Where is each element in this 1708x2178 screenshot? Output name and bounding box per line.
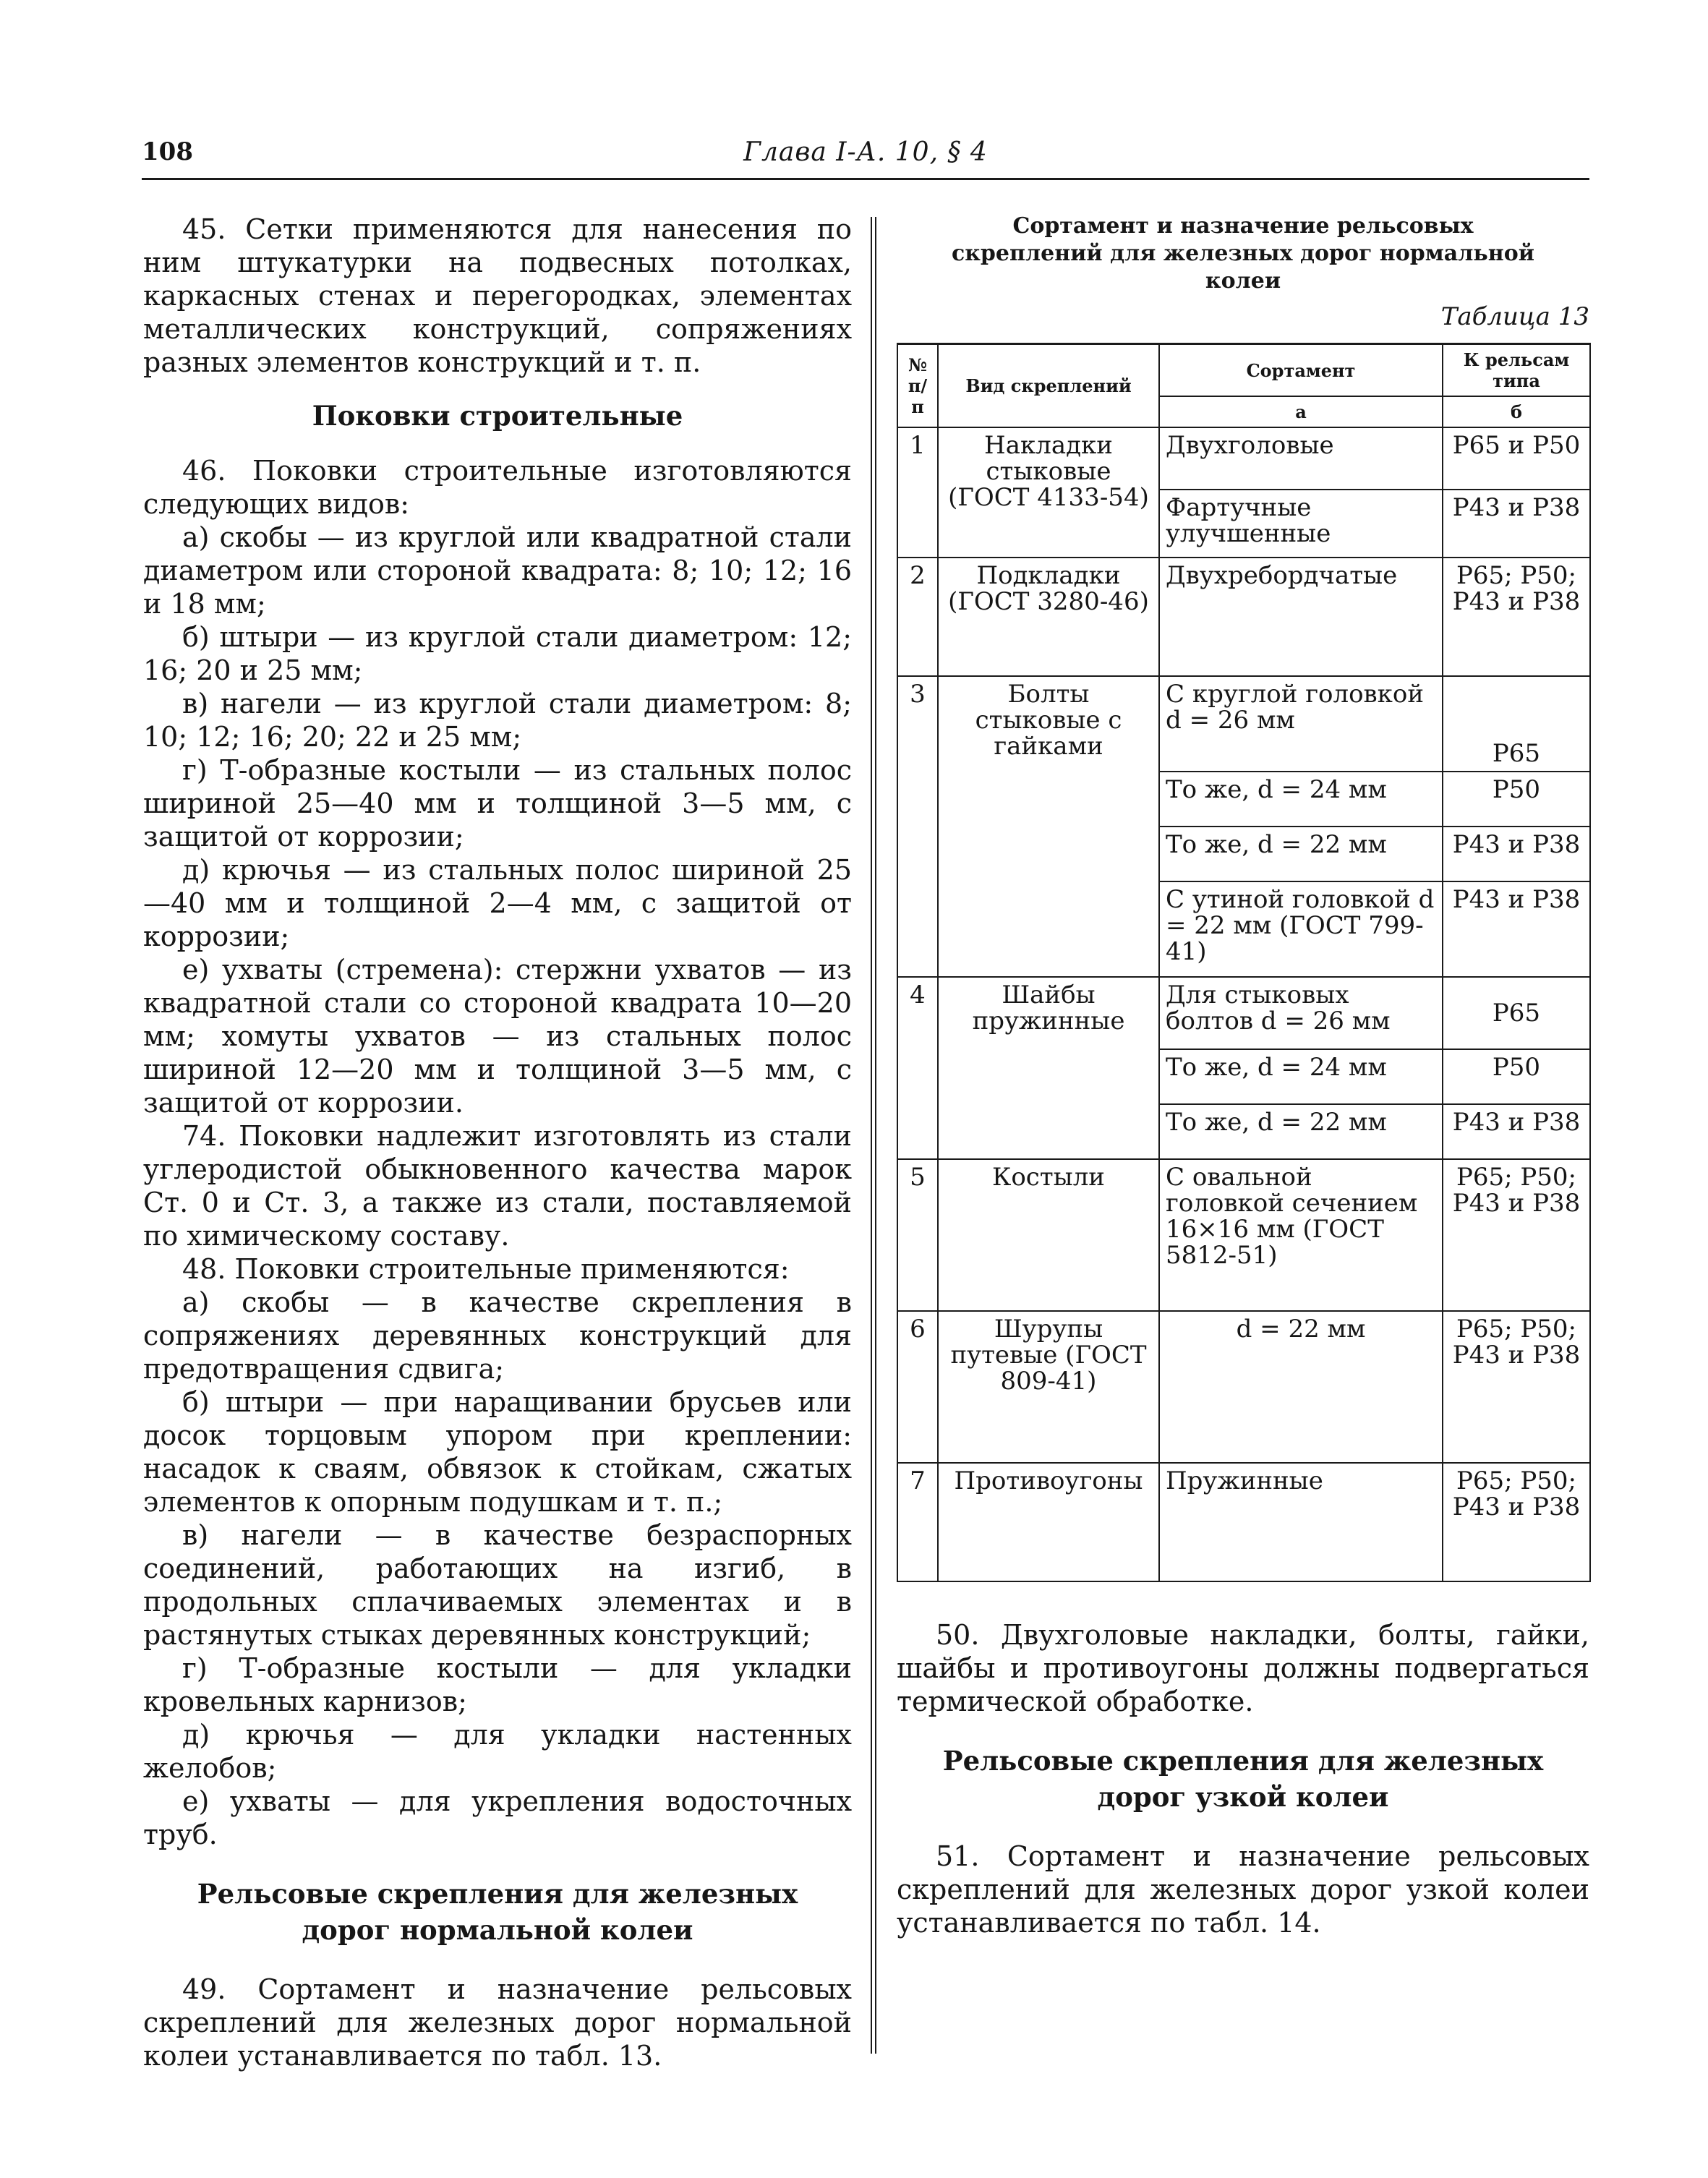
paragraph-46: 46. Поковки строительные изготовляются следующих видов:	[143, 455, 852, 520]
cell-sort: Для стыковых болтов d = 26 мм	[1159, 977, 1443, 1049]
cell-sort: То же, d = 22 мм	[1159, 1104, 1443, 1159]
cell-sort: Пружинные	[1159, 1463, 1443, 1581]
table-row	[897, 1463, 1590, 1581]
table-caption: Сортамент и назначение рельсовых скреплений для железных дорог нормальной колеи	[952, 213, 1534, 294]
list-item: б) штыри — из круглой стали диаметром: 12; 16; 20 и 25 мм;	[143, 621, 852, 686]
cell-kind: Шурупы путевые (ГОСТ 809-41)	[938, 1311, 1159, 1463]
cell-type: Р43 и Р38	[1443, 490, 1590, 558]
table-row	[897, 558, 1590, 676]
rail-fastenings-table	[897, 343, 1591, 1582]
left-column	[143, 213, 852, 2072]
list-item: а) скобы — из круглой или квадратной стали диаметром или стороной квадрата: 8; 10; 12; 16 и 18 мм;	[143, 521, 852, 620]
cell-type: Р50	[1443, 1049, 1590, 1104]
cell-type: Р65; Р50; Р43 и Р38	[1443, 1463, 1590, 1581]
cell-type: Р65; Р50; Р43 и Р38	[1443, 1159, 1590, 1311]
header-type-letter: б	[1443, 396, 1590, 427]
cell-num: 1	[897, 427, 938, 558]
page-number: 108	[142, 137, 193, 166]
cell-sort: С утиной головкой d = 22 мм (ГОСТ 799-41)	[1159, 881, 1443, 977]
list-item: а) скобы — в качестве скрепления в сопряжениях деревянных конструкций для предотвращения сдвига;	[143, 1286, 852, 1385]
cell-num: 3	[897, 676, 938, 977]
cell-type: Р43 и Р38	[1443, 1104, 1590, 1159]
table-row	[897, 1311, 1590, 1463]
cell-num: 5	[897, 1159, 938, 1311]
paragraph-51: 51. Сортамент и назначение рельсовых скреплений для железных дорог узкой колеи устанавливается по табл. 14.	[897, 1840, 1589, 1939]
list-item: б) штыри — при наращивании брусьев или досок торцовым упором при креплении: насадок к сваям, обвязок к стойкам, сжатых элементов к опорным подушкам и т. п.;	[143, 1386, 852, 1518]
cell-kind: Накладки стыковые (ГОСТ 4133-54)	[938, 427, 1159, 558]
cell-kind: Шайбы пружинные	[938, 977, 1159, 1159]
list-item: е) ухваты (стремена): стержни ухватов — из квадратной стали со стороной квадрата 10—20 мм; хомуты ухватов — из стальных полос шириной 12—20 мм и толщиной 3—5 мм, с защитой от коррозии.	[143, 954, 852, 1119]
cell-sort: Двухголовые	[1159, 427, 1443, 490]
cell-type: Р65	[1443, 977, 1590, 1049]
heading-rail-narrow: Рельсовые скрепления для железных дорог узкой колеи	[942, 1745, 1544, 1813]
paragraph-48: 48. Поковки строительные применяются:	[182, 1253, 790, 1285]
heading-forgings: Поковки строительные	[312, 400, 683, 432]
cell-type: Р65; Р50; Р43 и Р38	[1443, 1311, 1590, 1463]
paragraph-47: 74. Поковки надлежит изготовлять из стали углеродистой обыкновенного качества марок Ст. 0 и Ст. 3, а также из стали, поставляемой по химическому составу.	[143, 1120, 852, 1252]
list-item: в) нагели — из круглой стали диаметром: 8; 10; 12; 16; 20; 22 и 25 мм;	[143, 688, 852, 753]
table-row	[897, 427, 1590, 490]
cell-kind: Противоугоны	[938, 1463, 1159, 1581]
list-item: е) ухваты — для укрепления водосточных труб.	[143, 1785, 852, 1850]
cell-type: Р65; Р50; Р43 и Р38	[1443, 558, 1590, 676]
right-column	[897, 213, 1589, 1939]
header-sort: Сортамент	[1159, 344, 1443, 397]
cell-kind: Костыли	[938, 1159, 1159, 1311]
cell-sort: Фартучные улучшенные	[1159, 490, 1443, 558]
cell-type: Р43 и Р38	[1443, 881, 1590, 977]
list-item: г) Т-образные костыли — из стальных полос шириной 25—40 мм и толщиной 3—5 мм, с защитой от коррозии;	[143, 754, 852, 853]
cell-sort: С круглой головкой d = 26 мм	[1159, 676, 1443, 772]
list-item: д) крючья — из стальных полос шириной 25—40 мм и толщиной 2—4 мм, с защитой от коррозии;	[143, 854, 852, 952]
cell-sort: Двухребордчатые	[1159, 558, 1443, 676]
cell-sort: С овальной головкой сечением 16×16 мм (ГОСТ 5812-51)	[1159, 1159, 1443, 1311]
header-sort-letter: а	[1159, 396, 1443, 427]
table-row	[897, 1159, 1590, 1311]
cell-sort: То же, d = 24 мм	[1159, 1049, 1443, 1104]
cell-type: Р65	[1443, 676, 1590, 772]
heading-rail-normal: Рельсовые скрепления для железных дорог нормальной колеи	[197, 1878, 798, 1946]
header-rule	[142, 178, 1589, 180]
cell-type: Р50	[1443, 772, 1590, 827]
cell-kind: Болты стыковые с гайками	[938, 676, 1159, 977]
column-separator	[871, 217, 876, 2054]
cell-kind: Подкладки (ГОСТ 3280-46)	[938, 558, 1159, 676]
header-kind: Вид скреплений	[938, 344, 1159, 428]
cell-type: Р65 и Р50	[1443, 427, 1590, 490]
cell-num: 4	[897, 977, 938, 1159]
paragraph-49: 49. Сортамент и назначение рельсовых скреплений для железных дорог нормальной колеи устанавливается по табл. 13.	[143, 1973, 852, 2072]
header-type: К рельсам типа	[1443, 344, 1590, 397]
cell-sort: d = 22 мм	[1159, 1311, 1443, 1463]
table-number: Таблица 13	[1440, 302, 1589, 331]
table-row	[897, 676, 1590, 772]
paragraph-50: 50. Двухголовые накладки, болты, гайки, шайбы и противоугоны должны подвергаться термической обработке.	[897, 1619, 1589, 1717]
table-row	[897, 977, 1590, 1049]
cell-num: 2	[897, 558, 938, 676]
paragraph-45: 45. Сетки применяются для нанесения по ним штукатурки на подвесных потолках, каркасных стенах и перегородках, элементах металлических конструкций, сопряжениях разных элементов конструкций и т. п.	[143, 213, 852, 378]
cell-type: Р43 и Р38	[1443, 827, 1590, 881]
list-item: г) Т-образные костыли — для укладки кровельных карнизов;	[143, 1652, 852, 1717]
list-item: д) крючья — для укладки настенных желобов;	[143, 1719, 852, 1784]
header-num: № п/п	[897, 344, 938, 428]
cell-sort: То же, d = 24 мм	[1159, 772, 1443, 827]
cell-num: 7	[897, 1463, 938, 1581]
cell-sort: То же, d = 22 мм	[1159, 827, 1443, 881]
running-header	[142, 137, 1589, 182]
cell-num: 6	[897, 1311, 938, 1463]
running-title: Глава I-А. 10, § 4	[743, 137, 988, 167]
list-item: в) нагели — в качестве безраспорных соединений, работающих на изгиб, в продольных сплачиваемых элементах и в растянутых стыках деревянных конструкций;	[143, 1519, 852, 1651]
